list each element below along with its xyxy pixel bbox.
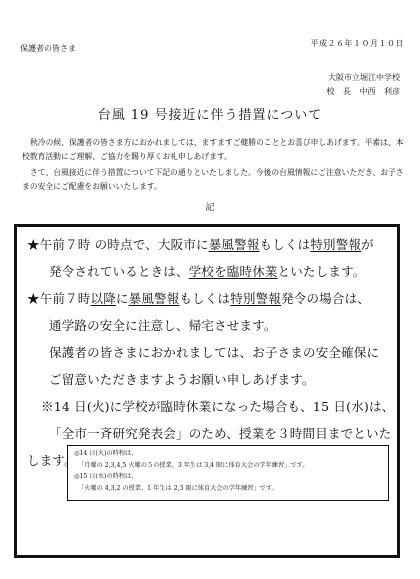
school-closure-text: 学校を臨時休業 [188,264,278,279]
special-warning-text: 特別警報 [310,237,362,252]
notice-l3-c: に [115,291,129,306]
notice-line-7: ※14 日(火)に学校が臨時休業になった場合も、15 日(水)は、 [41,399,395,414]
notice-l2-c: といたします。 [277,264,366,279]
notice-l2-a: 発令されているときは、 [49,264,189,279]
notice-line-2 [49,262,366,280]
intro-p1-text: 秋冷の候、保護者の皆さま方におかれましては、ますますご健勝のこととお喜び申しあげます。平素は、本校教育活動にご理解、ご協力を賜り厚くお礼申しあげます。 [22,138,404,161]
notice-l1-c: もしくは [259,237,311,252]
intro-p2-text: さて、台風接近に伴う措置について下記の通りといたしました。今後の台風情報にご注意いただき、お子さまの安全にご配慮をお願いいたします。 [22,168,404,191]
ki-heading: 記 [205,203,215,213]
schedule-14-title: ◎14 日(火)の時程は、 [74,450,138,457]
intro-paragraph-2 [22,166,406,194]
special-warning-text-2: 特別警報 [230,291,282,306]
notice-l3-g: 発令の場合は、 [281,291,370,306]
schedule-14-detail: 「月曜の 2,3,4,5 火曜の５の授業、3 年生は 3,4 限に体育大会の学年練習」です。 [78,461,309,469]
notice-l1-a: ★午前７時 の時点で、大阪市に [27,237,209,252]
notice-line-5: 保護者の皆さまにおかれましては、お子さまの安全確保に [49,345,380,360]
schedule-box [67,445,389,501]
recipient: 保護者の皆さま [20,44,76,53]
notice-line-4: 通学路の安全に注意し、帰宅させます。 [49,318,277,333]
notice-line-8: 「全市一斉研究発表会」のため、授業を３時間目までといた [49,426,392,441]
notice-line-1 [27,235,374,253]
notice-box [14,224,400,558]
notice-line-6: ご留意いただきますようお願い申しあげます。 [49,372,315,387]
schedule-15-title: ◎15 日(水)の時程は、 [74,473,138,480]
storm-warning-text: 暴風警報 [208,237,260,252]
storm-warning-text-2: 暴風警報 [128,291,180,306]
document-title: 台風 19 号接近に伴う措置について [97,108,323,123]
document-date: 平成２６年１０月１０日 [310,39,404,48]
notice-line-9: します。 [27,453,77,468]
intro-paragraph-1 [22,136,406,164]
principal-signature: 校 長 中西 利彦 [326,87,400,96]
school-name: 大阪市立堀江中学校 [328,73,400,82]
notice-l3-a: ★午前７時 [27,291,91,306]
after-text: 以降 [90,291,116,306]
notice-line-3 [27,289,370,307]
schedule-15-detail: 「火曜の 4,3,2 の授業、1 年生は 2,3 限に体育大会の学年練習」です。 [78,484,278,492]
notice-l3-e: もしくは [179,291,231,306]
notice-l1-e: が [361,237,374,252]
